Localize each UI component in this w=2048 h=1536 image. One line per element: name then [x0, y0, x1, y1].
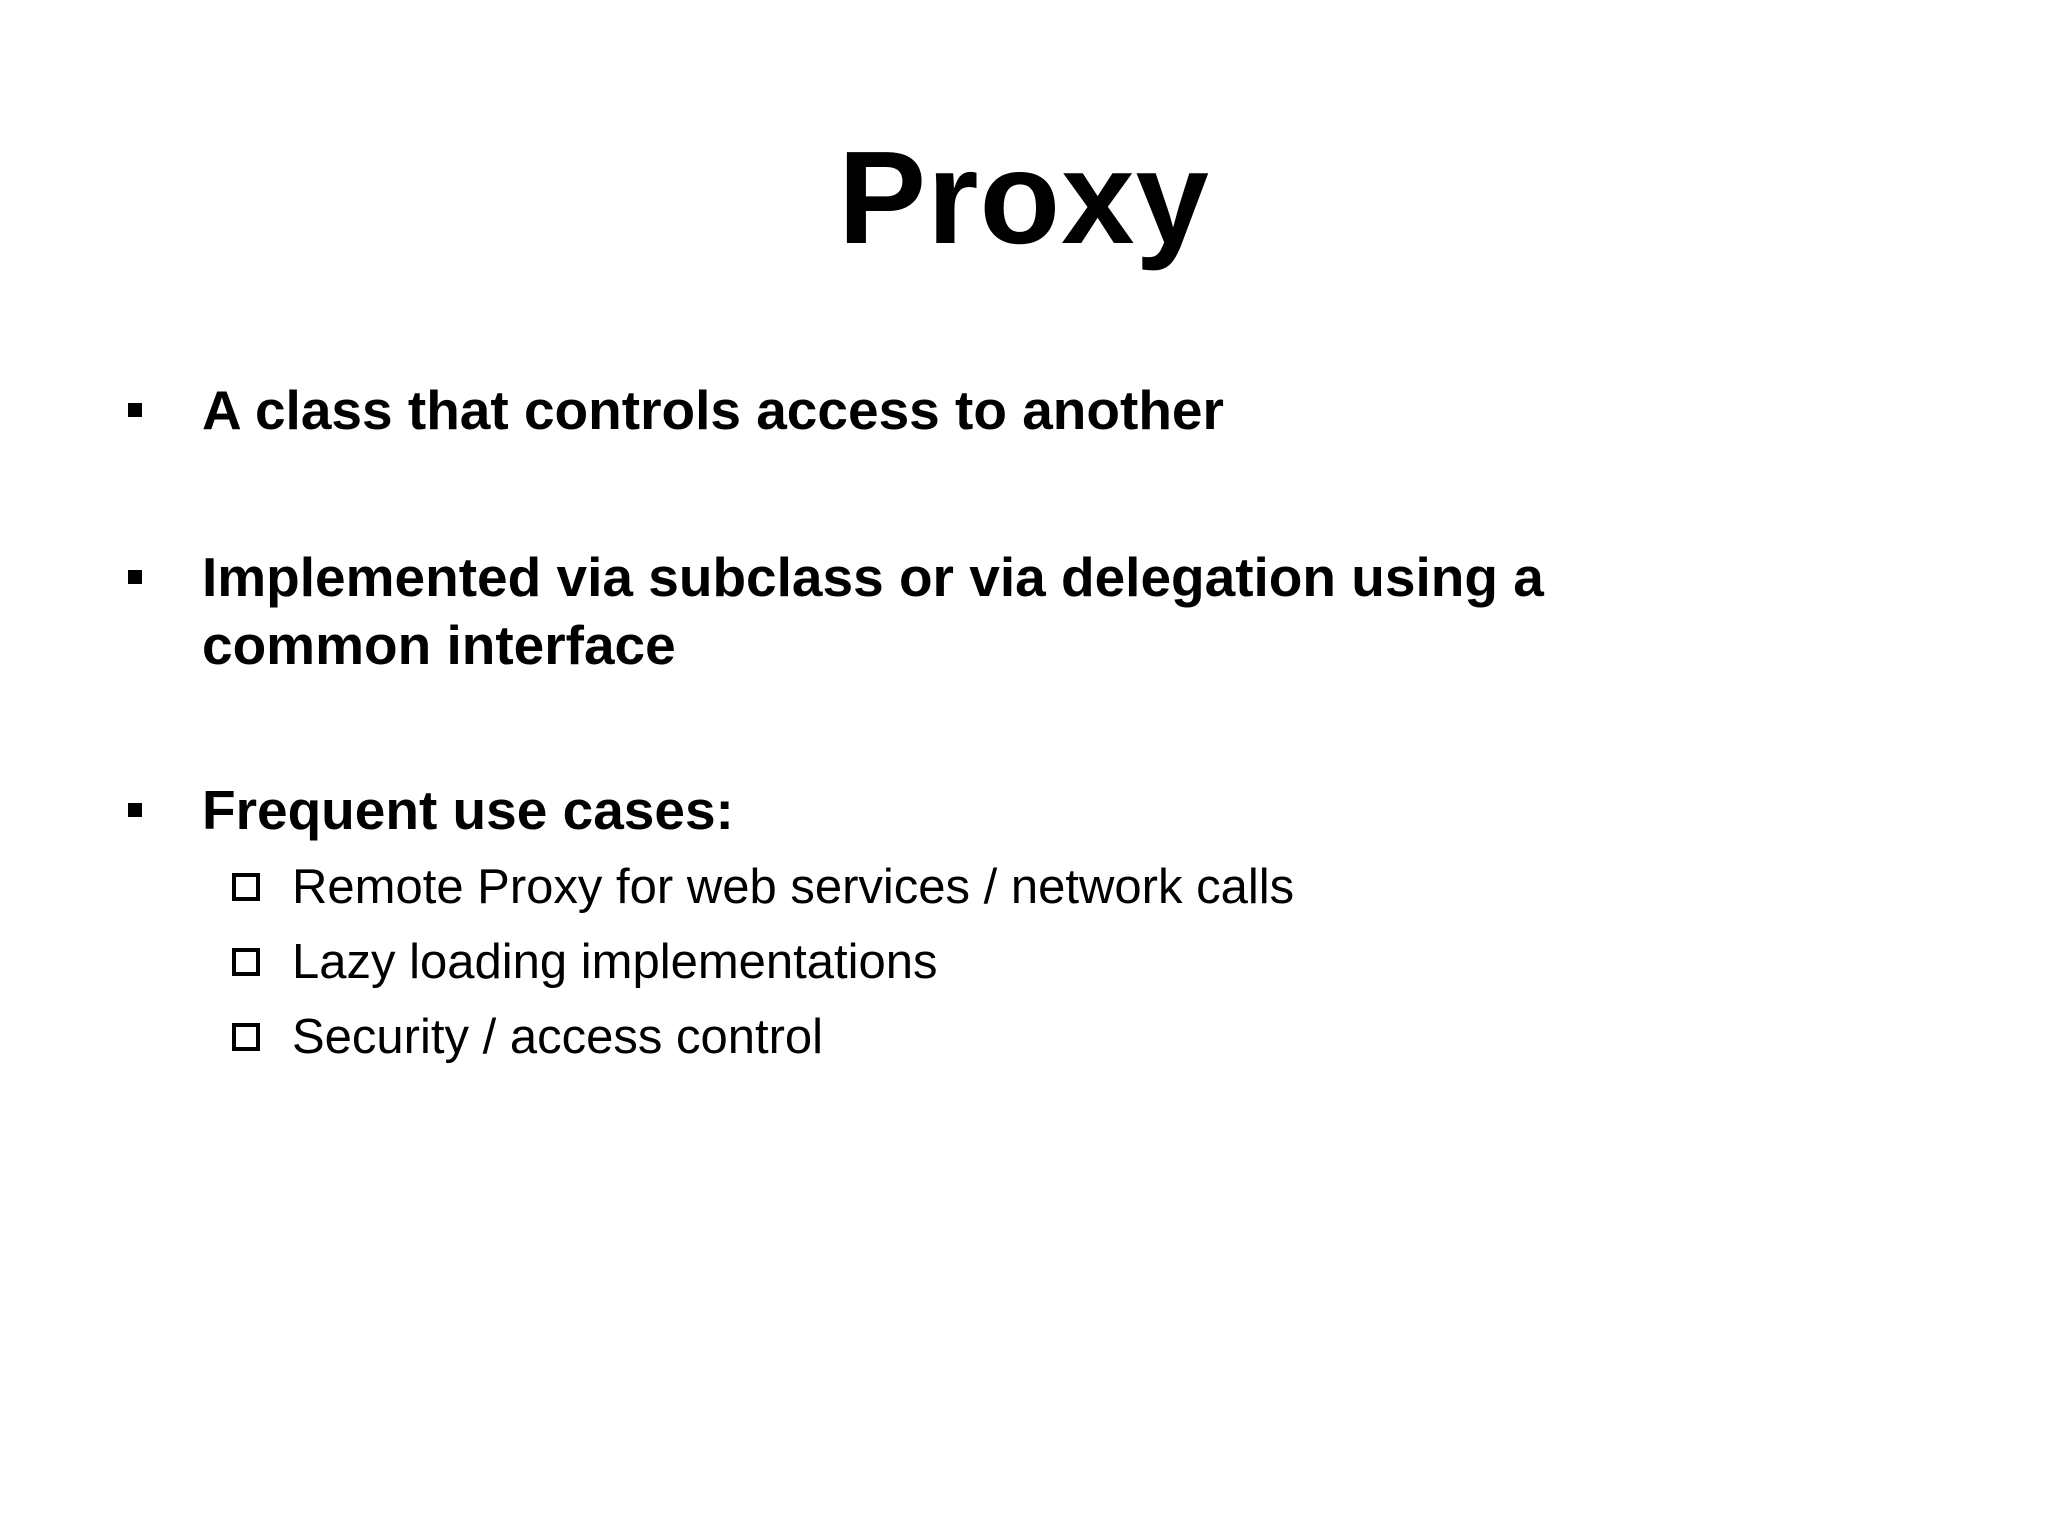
- bullet-item: A class that controls access to another: [202, 379, 1224, 441]
- sub-bullet-item: Lazy loading implementations: [292, 935, 938, 989]
- bullet-line: common interface: [202, 614, 676, 676]
- hollow-square-icon: [232, 948, 260, 976]
- bullet-square-icon: [128, 403, 142, 417]
- bullet-square-icon: [128, 803, 142, 817]
- bullet-item: Frequent use cases:: [202, 779, 734, 841]
- bullet-line: Implemented via subclass or via delegation using a: [202, 546, 1544, 608]
- hollow-square-icon: [232, 873, 260, 901]
- bullet-item: [202, 543, 1702, 679]
- sub-bullet-item: Security / access control: [292, 1010, 824, 1064]
- slide-title: Proxy: [838, 124, 1210, 271]
- bullet-square-icon: [128, 570, 142, 584]
- sub-bullet-item: Remote Proxy for web services / network calls: [292, 860, 1295, 914]
- hollow-square-icon: [232, 1023, 260, 1051]
